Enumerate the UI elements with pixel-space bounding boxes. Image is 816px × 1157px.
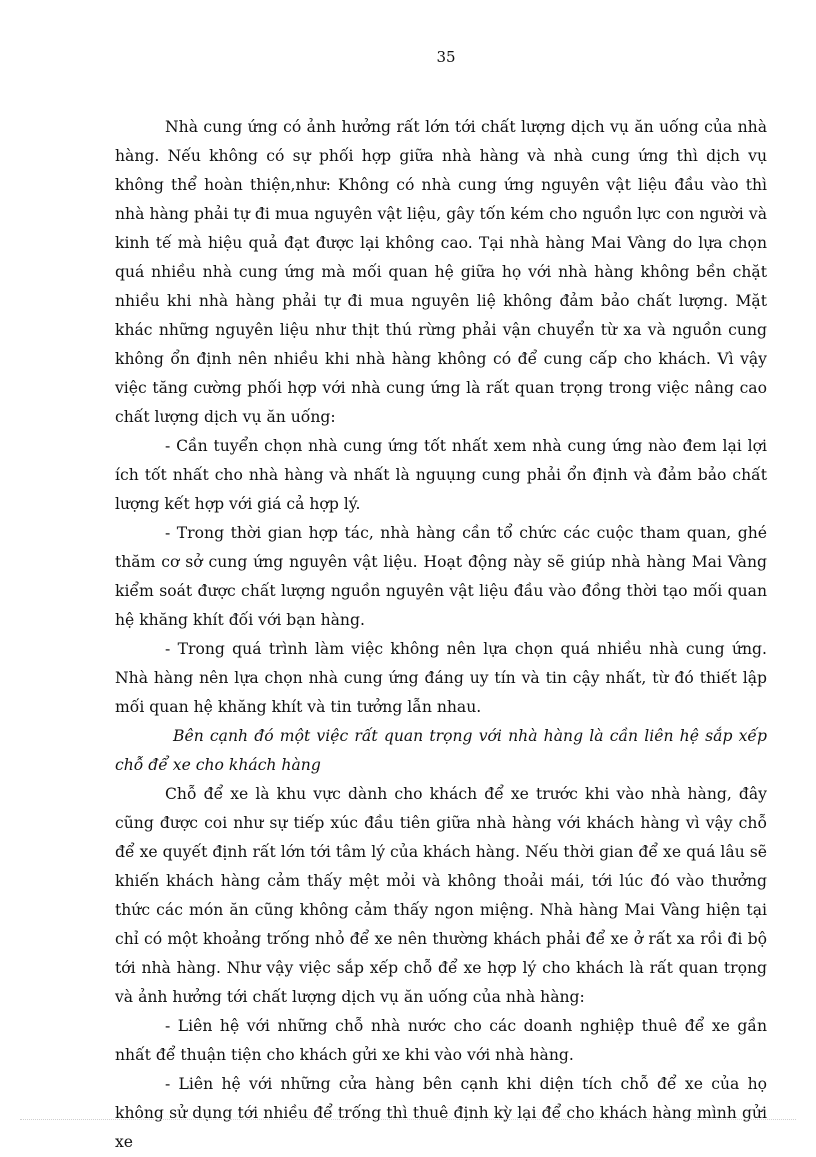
page-number: 35 — [436, 48, 456, 66]
bullet-rent-parking: - Liên hệ với những chỗ nhà nước cho các doanh nghiệp thuê để xe gần nhất để thuận tiện cho khách gửi xe khi vào với nhà hàng. — [115, 1017, 767, 1064]
parking-heading: Bên cạnh đó một việc rất quan trọng với nhà hàng là cần liên hệ sắp xếp chỗ để xe cho khách hàng — [115, 727, 767, 774]
page-bottom-rule — [20, 1119, 796, 1120]
paragraph-supplier-influence: Nhà cung ứng có ảnh hưởng rất lớn tới chất lượng dịch vụ ăn uống của nhà hàng. Nếu không có sự phối hợp giữa nhà hàng và nhà cung ứng thì dịch vụ không thể hoàn thiện,như: Không có nhà cung ứng nguyên vật liệu đầu vào thì nhà hàng phải tự đi mua nguyên vật liệu, gây tốn kém cho nguồn lực con người và kinh tế mà hiệu quả đạt được lại không cao. Tại nhà hàng Mai Vàng do lựa chọn quá nhiều nhà cung ứng mà mối quan hệ giữa họ với nhà hàng không bền chặt nhiều khi nhà hàng phải tự đi mua nguyên liệ không đảm bảo chất lượng. Mặt khác những nguyên liệu như thịt thú rừng phải vận chuyển từ xa và nguồn cung không ổn định nên nhiều khi nhà hàng không có để cung cấp cho khách. Vì vậy việc tăng cường phối hợp với nhà cung ứng là rất quan trọng trong việc nâng cao chất lượng dịch vụ ăn uống: — [115, 118, 767, 426]
bullet-select-suppliers: - Cần tuyển chọn nhà cung ứng tốt nhất xem nhà cung ứng nào đem lại lợi ích tốt nhất cho nhà hàng và nhất là nguụng cung phải ổn định và đảm bảo chất lượng kết hợp với giá cả hợp lý. — [115, 437, 767, 513]
paragraph-parking: Chỗ để xe là khu vực dành cho khách để xe trước khi vào nhà hàng, đây cũng được coi như sự tiếp xúc đầu tiên giữa nhà hàng với khách hàng vì vậy chỗ để xe quyết định rất lớn tới tâm lý của khách hàng. Nếu thời gian để xe quá lâu sẽ khiến khách hàng cảm thấy mệt mỏi và không thoải mái, tới lúc đó vào thưởng thức các món ăn cũng không cảm thấy ngon miệng. Nhà hàng Mai Vàng hiện tại chỉ có một khoảng trống nhỏ để xe nên thường khách phải để xe ở rất xa rồi đi bộ tới nhà hàng. Như vậy việc sắp xếp chỗ để xe hợp lý cho khách là rất quan trọng và ảnh hưởng tới chất lượng dịch vụ ăn uống của nhà hàng: — [115, 785, 767, 1006]
bullet-limit-suppliers: - Trong quá trình làm việc không nên lựa chọn quá nhiều nhà cung ứng. Nhà hàng nên lựa chọn nhà cung ứng đáng uy tín và tin cậy nhất, từ đó thiết lập mối quan hệ khăng khít và tin tưởng lẫn nhau. — [115, 640, 767, 716]
document-body — [115, 113, 767, 1157]
bullet-visit-suppliers: - Trong thời gian hợp tác, nhà hàng cần tổ chức các cuộc tham quan, ghé thăm cơ sở cung ứng nguyên vật liệu. Hoạt động này sẽ giúp nhà hàng Mai Vàng kiểm soát được chất lượng nguồn nguyên vật liệu đầu vào đồng thời tạo mối quan hệ khăng khít đối với bạn hàng. — [115, 524, 767, 629]
bullet-neighbor-parking: - Liên hệ với những cửa hàng bên cạnh khi diện tích chỗ để xe của họ không sử dụng tới nhiều để trống thì thuê định kỳ lại để cho khách hàng mình gửi xe — [115, 1075, 767, 1151]
